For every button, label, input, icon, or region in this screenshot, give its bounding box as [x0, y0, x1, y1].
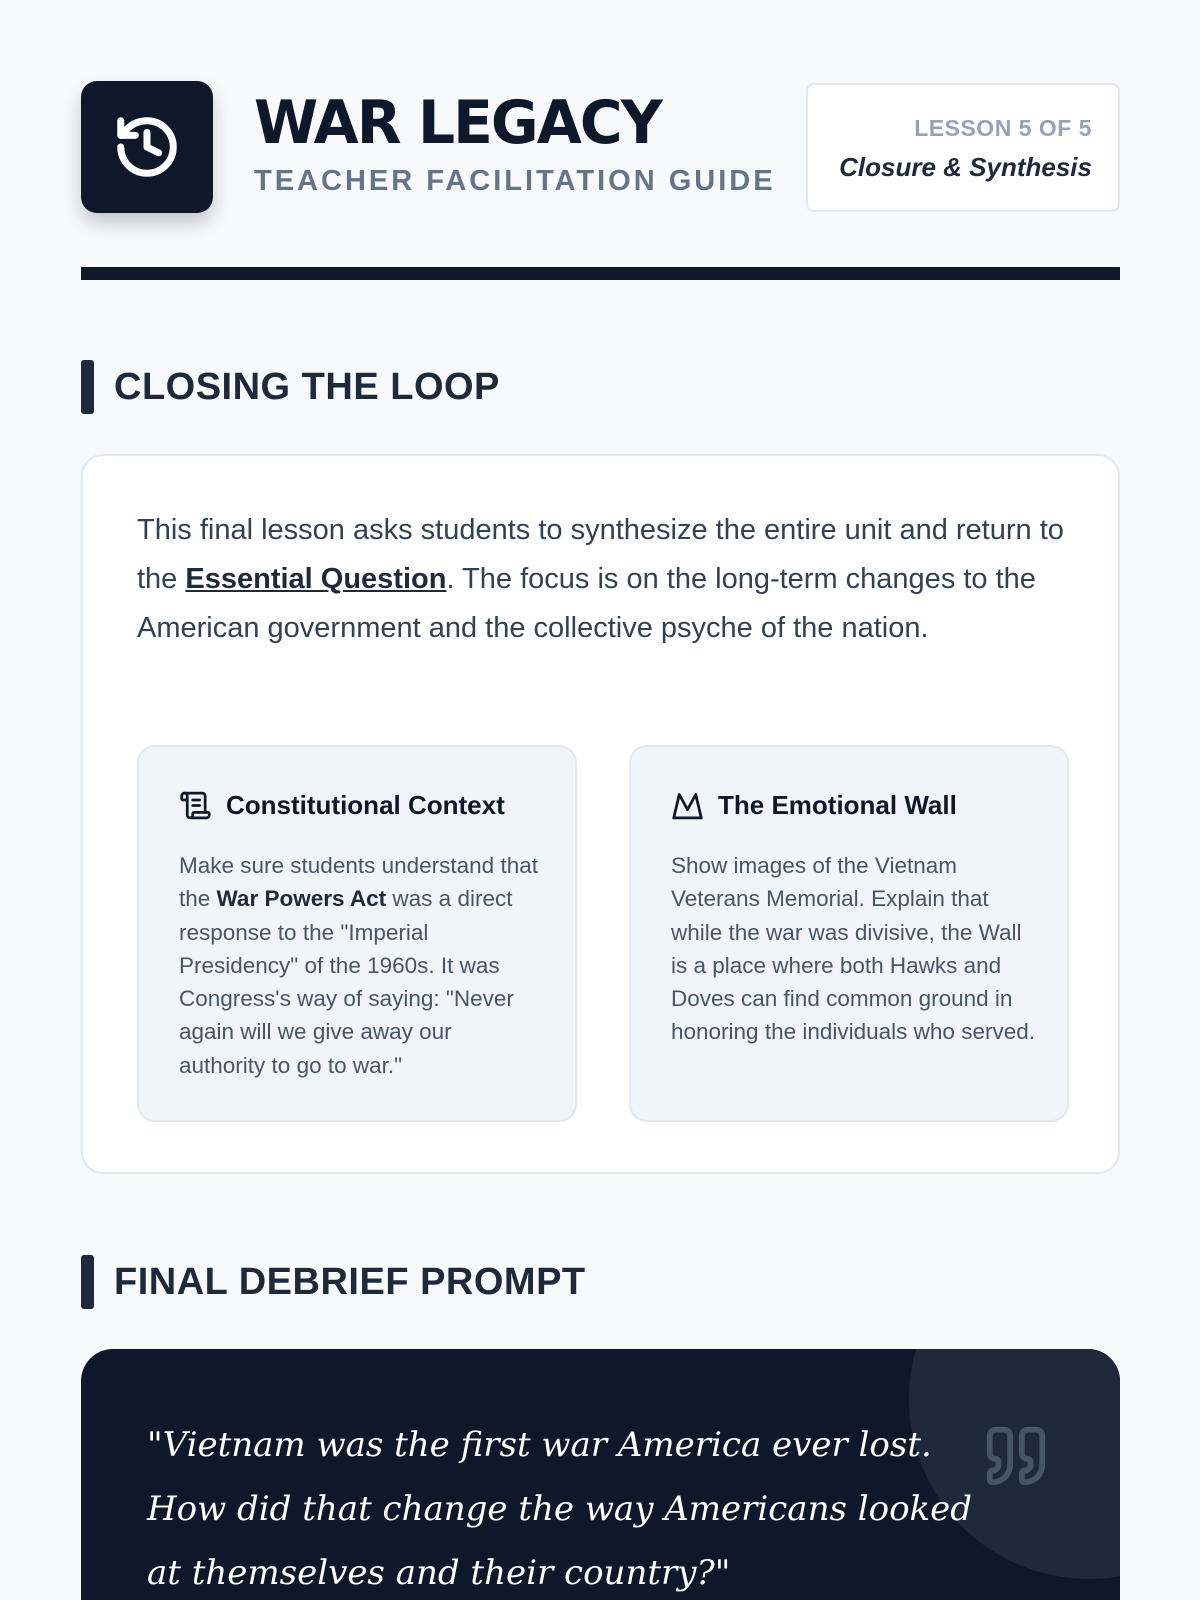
app-subtitle: TEACHER FACILITATION GUIDE: [254, 165, 776, 197]
header-divider: [81, 267, 1120, 280]
history-icon: [112, 112, 182, 182]
debrief-quote: "Vietnam was the first war America ever lost. How did that change the way Americans looked at themselves and their country?": [147, 1425, 973, 1593]
note-card-constitutional-context: [137, 745, 577, 1122]
scroll-icon: [179, 789, 212, 822]
note-body: Make sure students understand that the War Powers Act was a direct response to the "Imperial Presidency" of the 1960s. It was Congress's way of saying: "Never again will we give away our authority to go to war.": [179, 853, 538, 1078]
note-body: Show images of the Vietnam Veterans Memorial. Explain that while the war was divisive, the Wall is a place where both Hawks and Doves can find common ground in honoring the individuals who served.: [671, 853, 1035, 1045]
section-title: CLOSING THE LOOP: [114, 366, 500, 408]
note-title: Constitutional Context: [226, 790, 505, 820]
title-block: [254, 88, 776, 198]
lesson-card: [806, 83, 1120, 212]
essential-question-link[interactable]: Essential Question: [185, 563, 447, 595]
intro-paragraph: This final lesson asks students to synthesize the entire unit and return to the Essential Question. The focus is on the long-term changes to the American government and the collective psyche of the nation.: [137, 514, 1064, 644]
quote-icon: [981, 1421, 1051, 1491]
logo: [81, 81, 213, 213]
lesson-number: LESSON 5 OF 5: [914, 115, 1092, 141]
header: [81, 81, 1120, 213]
monument-icon: [671, 789, 704, 822]
section-title: FINAL DEBRIEF PROMPT: [114, 1261, 586, 1303]
debrief-card: [81, 1349, 1120, 1600]
note-card-emotional-wall: [629, 745, 1069, 1122]
app-title: WAR LEGACY: [254, 88, 661, 158]
intro-card: [81, 454, 1120, 1174]
note-title: The Emotional Wall: [718, 790, 957, 820]
lesson-name: Closure & Synthesis: [839, 152, 1092, 182]
section-accent-bar: [81, 360, 94, 414]
section-accent-bar: [81, 1255, 94, 1309]
